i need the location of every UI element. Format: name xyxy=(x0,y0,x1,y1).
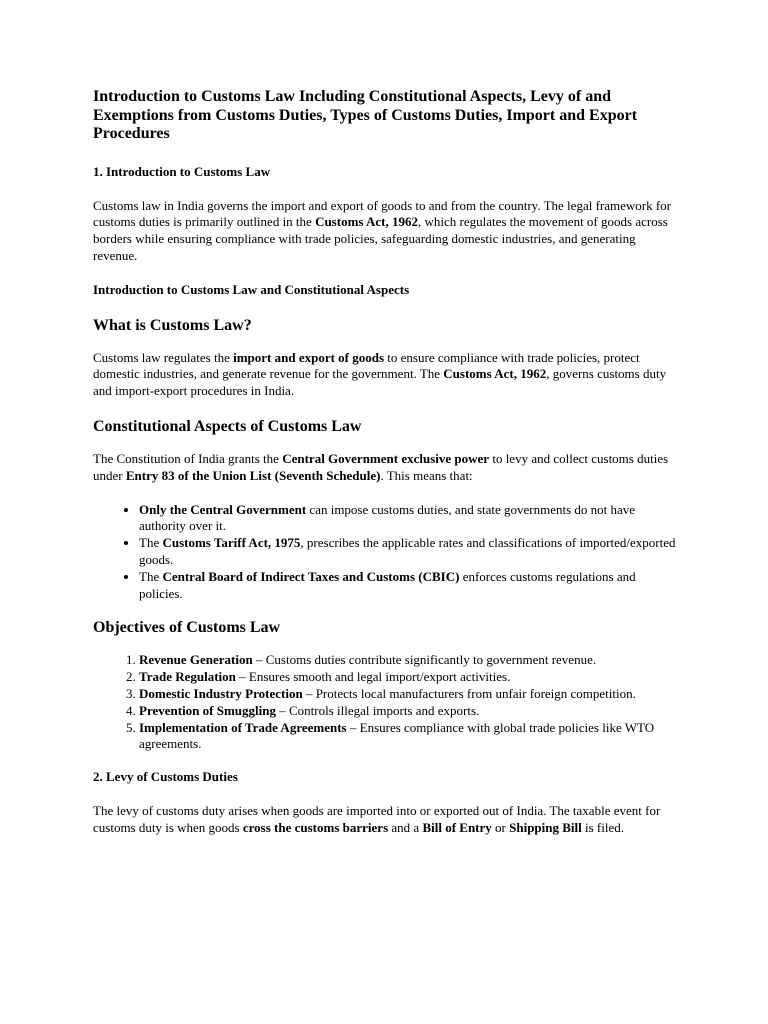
text-run: is filed. xyxy=(581,820,625,836)
section-2-heading: 2. Levy of Customs Duties xyxy=(93,769,238,785)
bold-run: cross the customs barriers xyxy=(242,820,389,836)
section-1-paragraph xyxy=(93,198,678,265)
text-run: The Constitution of India grants the xyxy=(93,451,283,467)
text-run: . This means that: xyxy=(380,467,473,483)
text-run: – Ensures compliance with global trade policies like WTO agreements. xyxy=(139,719,655,752)
text-run: – Protects local manufacturers from unfair foreign competition. xyxy=(302,686,636,702)
what-is-customs-law-paragraph xyxy=(93,350,678,400)
list-item xyxy=(139,652,681,669)
section-2-paragraph xyxy=(93,803,678,837)
bold-run: Revenue Generation xyxy=(139,652,253,668)
bold-run: Implementation of Trade Agreements xyxy=(139,719,347,735)
text-run: , which regulates the movement of goods across borders while ensuring compliance with trade policies, safeguarding domestic industries, and generating revenue. xyxy=(93,214,668,263)
constitutional-subheading: Introduction to Customs Law and Constitutional Aspects xyxy=(93,281,410,297)
bold-run: Customs Act, 1962 xyxy=(315,214,418,230)
text-run: The levy of customs duty arises when goods are imported into or exported out of India. The taxable event for customs duty is when goods xyxy=(93,803,661,836)
bold-run: Shipping Bill xyxy=(509,820,582,836)
text-run: or xyxy=(491,820,510,836)
text-run: – Ensures smooth and legal import/export activities. xyxy=(235,669,511,685)
constitutional-aspects-heading: Constitutional Aspects of Customs Law xyxy=(93,418,362,436)
constitutional-intro-paragraph xyxy=(93,451,678,485)
bold-run: Entry 83 of the Union List (Seventh Schedule) xyxy=(125,467,381,483)
bold-run: Domestic Industry Protection xyxy=(139,686,303,702)
bold-run: Trade Regulation xyxy=(139,669,236,685)
text-run: The xyxy=(139,568,163,584)
text-run: – Controls illegal imports and exports. xyxy=(276,702,480,718)
list-item xyxy=(139,703,681,720)
what-is-customs-law-heading: What is Customs Law? xyxy=(93,316,252,334)
list-item xyxy=(139,669,681,686)
list-item xyxy=(139,502,681,536)
text-run: , governs customs duty and import-export procedures in India. xyxy=(93,366,667,399)
constitutional-bullet-list xyxy=(93,502,681,603)
list-item xyxy=(139,720,681,754)
text-run: Customs law in India governs the import and export of goods to and from the country. The legal framework for customs duties is primarily outlined in the xyxy=(93,197,672,230)
document-title: Introduction to Customs Law Including Constitutional Aspects, Levy of and Exemptions from Customs Duties, Types of Customs Duties, Import and Export Procedures xyxy=(93,88,638,142)
bold-run: Only the Central Government xyxy=(139,501,307,517)
text-run: – Customs duties contribute significantly to government revenue. xyxy=(252,652,597,668)
bold-run: Central Government exclusive power xyxy=(282,451,490,467)
text-run: can impose customs duties, and state governments do not have authority over it. xyxy=(139,501,636,534)
list-item xyxy=(139,569,681,603)
objectives-numbered-list xyxy=(93,652,681,753)
bold-run: Prevention of Smuggling xyxy=(139,702,276,718)
text-run: The xyxy=(139,535,163,551)
text-run: , prescribes the applicable rates and classifications of imported/exported goods. xyxy=(139,535,676,568)
text-run: to ensure compliance with trade policies, protect domestic industries, and generate revenue for the government. The xyxy=(93,349,640,382)
text-run: to levy and collect customs duties under xyxy=(93,451,669,483)
text-run: enforces customs regulations and policies. xyxy=(139,568,636,601)
bold-run: Bill of Entry xyxy=(422,820,492,836)
list-item xyxy=(139,535,681,569)
text-run: Customs law regulates the xyxy=(93,349,234,365)
list-item xyxy=(139,686,681,703)
bold-run: Central Board of Indirect Taxes and Customs (CBIC) xyxy=(162,568,460,584)
bold-run: import and export of goods xyxy=(233,349,385,365)
objectives-heading: Objectives of Customs Law xyxy=(93,619,281,637)
section-1-heading: 1. Introduction to Customs Law xyxy=(93,163,271,179)
bold-run: Customs Tariff Act, 1975 xyxy=(162,535,301,551)
text-run: and a xyxy=(388,820,423,836)
bold-run: Customs Act, 1962 xyxy=(443,366,547,382)
